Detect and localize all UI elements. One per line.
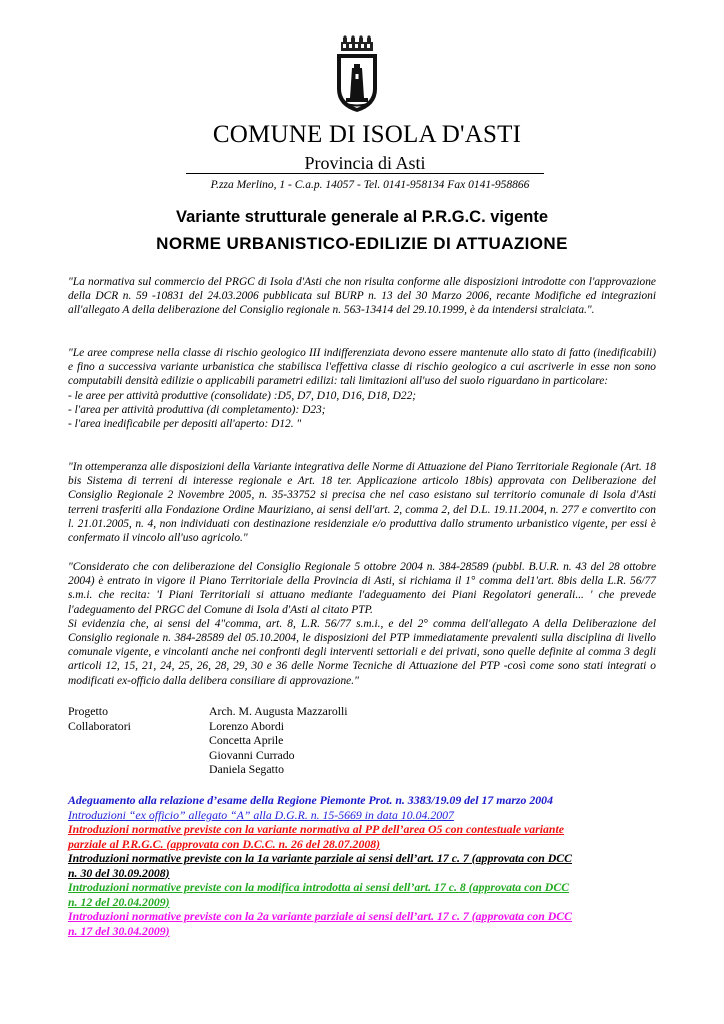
credits-block <box>68 704 468 777</box>
paragraph-text: "Considerato che con deliberazione del Consiglio Regionale 5 ottobre 2004 n. 384-28589 (pubbl. B.U.R. n. 43 del 28 ottobre 2004) è entrato in vigore il Piano Territoriale della Provincia di Asti, si richiama il 1° comma del1'art. 8bis della L.R. 56/77 s.m.i. che recita: 'I Piani Territoriali si attuano mediante l'adeguamento dei Piani Regolatori generali... ' che prevede l'adeguamento del PRGC del Comune di Isola d'Asti al citato PTP. <box>68 561 656 616</box>
collaboratore-name: Concetta Aprile <box>209 733 284 748</box>
revision-note: n. 12 del 20.04.2009) <box>68 894 170 909</box>
revision-note: n. 17 del 30.04.2009) <box>68 923 170 938</box>
paragraph-rischio-geologico <box>68 346 656 431</box>
document-subtitle: NORME URBANISTICO-EDILIZIE DI ATTUAZIONE <box>156 234 568 253</box>
municipal-crest-icon <box>332 34 382 114</box>
revision-note: Introduzioni normative previste con la 2a variante parziale ai sensi dell’art. 17 c. 7 (approvata con DCC <box>68 909 572 923</box>
collaboratori-label: Collaboratori <box>68 718 131 733</box>
revision-note: n. 30 del 30.09.2008) <box>68 865 170 880</box>
revision-note: Introduzioni normative previste con la variante normativa al PP dell’area O5 con contestuale variante <box>68 822 565 836</box>
municipality-title: COMUNE DI ISOLA D'ASTI <box>212 121 522 148</box>
paragraph-ptr <box>68 460 656 545</box>
province-subtitle: Provincia di Asti <box>304 153 426 173</box>
revision-note: Introduzioni normative previste con la 1a variante parziale ai sensi dell’art. 17 c. 7 (approvata con DCC <box>68 851 572 865</box>
revision-note: parziale al P.R.G.C. (approvata con D.C.C. n. 26 del 28.07.2008) <box>68 836 381 851</box>
paragraph-text: Si evidenzia che, ai sensi del 4"comma, art. 8, L.R. 56/77 s.m.i., e del 2° comma dell'allegato A della Deliberazione del Consiglio regionale n. 384-28589 del 05.10.2004, le disposizioni del PTP immediatamente prevalenti sulla disciplina di livello comunale vigente, e vincolanti anche nei confronti degli interventi settoriali e dei privati, sono quelle definite al comma 3 degli articoli 12, 15, 21, 24, 25, 26, 28, 29, 30 e 36 delle Norme Tecniche di Attuazione del PTP -così come sono stati integrati o modificati ex-officio dalla delibera consiliare di approvazione." <box>68 617 656 687</box>
paragraph-text: "La normativa sul commercio del PRGC di Isola d'Asti che non risulta conforme alle disposizioni introdotte con l'approvazione della DCR n. 59 -10831 del 24.03.2006 pubblicata sul BURP n. 13 del 30 Marzo 2006, recante Modifiche ed integrazioni all'allegato A della deliberazione del Consiglio regionale n. 563-13414 del 29.10.1999, è da intendersi stralciata.". <box>68 276 656 317</box>
paragraph-text: "Le aree comprese nella classe di rischio geologico III indifferenziata devono essere mantenute allo stato di fatto (inedificabili) e fino a successiva variante urbanistica che stabilisca l'effettiva classe di rischio geologico a cui ascriverle in esse non sono computabili densità edilizie o applicabili parametri edilizi: tali limitazioni all'uso del suolo riguardano in particolare: <box>68 347 656 388</box>
list-item: - l'area inedificabile per depositi all'aperto: D12. " <box>68 418 302 431</box>
progetto-label: Progetto <box>68 704 108 718</box>
revision-notes <box>68 793 658 938</box>
paragraph-commercio <box>68 275 656 318</box>
document-title: Variante strutturale generale al P.R.G.C. vigente <box>176 208 548 226</box>
header-divider <box>186 173 544 174</box>
paragraph-ptp <box>68 560 656 688</box>
revision-note: Introduzioni “ex officio” allegato “A” alla D.G.R. n. 15-5669 in data 10.04.2007 <box>68 807 454 822</box>
revision-note: Introduzioni normative previste con la modifica introdotta ai sensi dell’art. 17 c. 8 (approvata con DCC <box>68 880 570 894</box>
list-item: - le aree per attività produttive (consolidate) :D5, D7, D10, D16, D18, D22; <box>68 389 417 402</box>
collaboratore-name: Giovanni Currado <box>209 747 295 762</box>
collaboratore-name: Lorenzo Abordi <box>209 718 285 733</box>
paragraph-text: "In ottemperanza alle disposizioni della Variante integrativa delle Norme di Attuazione del Piano Territoriale Regionale (Art. 18 bis Sistema di terreni di interesse regionale e Art. 18 ter. Applicazione articolo 18bis) approvata con Deliberazione del Consiglio Regionale 2 Novembre 2005, n. 35-33752 si precisa che nel caso esistano sul territorio comunale di Isola d'Asti terreni trasferiti alla Fondazione Ordine Mauriziano, ai sensi dell'art. 2, comma 2, del D.L. 19.11.2004, n. 277 e convertito con l. 21.01.2005, n. 4, non individuati con destinazione residenziale e/o produttiva dallo strumento urbanistico vigente, per essi è confermato il vincolo all'uso agricolo." <box>68 461 656 545</box>
list-item: - l'area per attività produttiva (di completamento): D23; <box>68 403 326 416</box>
collaboratore-name: Daniela Segatto <box>209 762 285 777</box>
revision-note: Adeguamento alla relazione d’esame della Regione Piemonte Prot. n. 3383/19.09 del 17 marzo 2004 <box>68 793 553 807</box>
progetto-name: Arch. M. Augusta Mazzarolli <box>209 704 348 718</box>
address-line: P.zza Merlino, 1 - C.a.p. 14057 - Tel. 0141-958134 Fax 0141-958866 <box>210 179 530 191</box>
